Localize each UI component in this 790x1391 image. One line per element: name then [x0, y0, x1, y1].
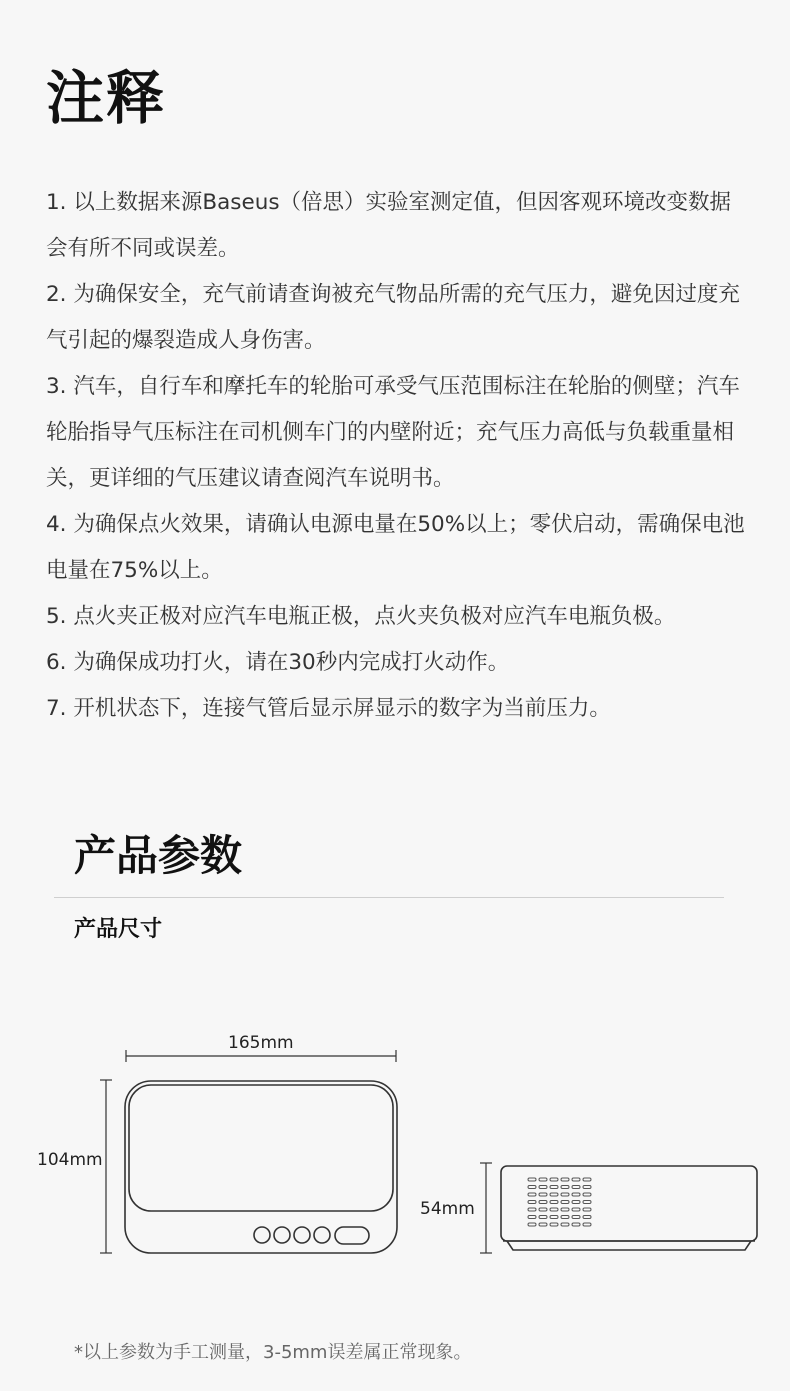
vent-slot	[583, 1178, 591, 1181]
dimensions-title: 产品尺寸	[74, 917, 163, 942]
height-label: 104mm	[37, 1150, 103, 1170]
vent-slot	[572, 1201, 580, 1204]
vent-slot	[572, 1223, 580, 1226]
vent-slot	[528, 1223, 536, 1226]
vent-slot	[528, 1201, 536, 1204]
vent-slot	[539, 1201, 547, 1204]
vent-slot	[528, 1178, 536, 1181]
vent-slot	[539, 1216, 547, 1219]
vent-slot	[539, 1186, 547, 1189]
depth-dimension-line	[480, 1163, 492, 1253]
vent-slot	[561, 1208, 569, 1211]
note-item: 2. 为确保安全，充气前请查询被充气物品所需的充气压力，避免因过度充气引起的爆裂造成人身伤害。	[46, 282, 740, 353]
vent-slot	[561, 1201, 569, 1204]
vent-slot	[561, 1178, 569, 1181]
depth-label: 54mm	[420, 1199, 475, 1219]
footnote: *以上参数为手工测量，3-5mm误差属正常现象。	[74, 1342, 472, 1363]
vent-slot	[561, 1216, 569, 1219]
vent-slot	[550, 1178, 558, 1181]
vent-slot	[561, 1193, 569, 1196]
front-button-icon	[294, 1227, 310, 1243]
vent-slot	[550, 1201, 558, 1204]
vent-slot	[539, 1178, 547, 1181]
vent-slot	[583, 1193, 591, 1196]
vent-slot	[572, 1186, 580, 1189]
vent-slot	[550, 1223, 558, 1226]
vent-slot	[550, 1208, 558, 1211]
device-front-view	[125, 1081, 397, 1253]
front-port-icon	[335, 1227, 369, 1244]
vent-slot	[561, 1186, 569, 1189]
vent-slot	[550, 1216, 558, 1219]
note-item: 4. 为确保点火效果，请确认电源电量在50%以上；零伏启动，需确保电池电量在75%以上。	[46, 512, 745, 583]
note-item: 3. 汽车，自行车和摩托车的轮胎可承受气压范围标注在轮胎的侧壁；汽车轮胎指导气压标注在司机侧车门的内壁附近；充气压力高低与负载重量相关，更详细的气压建议请查阅汽车说明书。	[46, 374, 740, 491]
vent-slot	[528, 1216, 536, 1219]
vent-slot	[572, 1208, 580, 1211]
vent-slot	[528, 1193, 536, 1196]
vent-slot	[583, 1216, 591, 1219]
front-button-icon	[254, 1227, 270, 1243]
vent-slot	[583, 1186, 591, 1189]
vent-slot	[583, 1201, 591, 1204]
front-button-icon	[274, 1227, 290, 1243]
vent-slot	[572, 1178, 580, 1181]
vent-slot	[550, 1186, 558, 1189]
vent-slot	[583, 1223, 591, 1226]
vent-slot	[528, 1186, 536, 1189]
note-item: 6. 为确保成功打火，请在30秒内完成打火动作。	[46, 650, 510, 675]
front-button-icon	[314, 1227, 330, 1243]
note-item: 1. 以上数据来源Baseus（倍思）实验室测定值，但因客观环境改变数据会有所不同或误差。	[46, 190, 732, 261]
vent-slot	[539, 1223, 547, 1226]
width-label: 165mm	[228, 1033, 294, 1053]
vent-slot	[528, 1208, 536, 1211]
note-item: 5. 点火夹正极对应汽车电瓶正极，点火夹负极对应汽车电瓶负极。	[46, 604, 676, 629]
notes-title: 注释	[46, 64, 167, 132]
vent-slot	[550, 1193, 558, 1196]
vent-slot	[572, 1193, 580, 1196]
vent-slot	[583, 1208, 591, 1211]
vent-slot	[572, 1216, 580, 1219]
note-item: 7. 开机状态下，连接气管后显示屏显示的数字为当前压力。	[46, 696, 611, 721]
params-title: 产品参数	[74, 831, 243, 880]
vent-slot	[539, 1208, 547, 1211]
vent-slot	[539, 1193, 547, 1196]
vent-slot	[561, 1223, 569, 1226]
side-vent-grille	[528, 1178, 591, 1226]
